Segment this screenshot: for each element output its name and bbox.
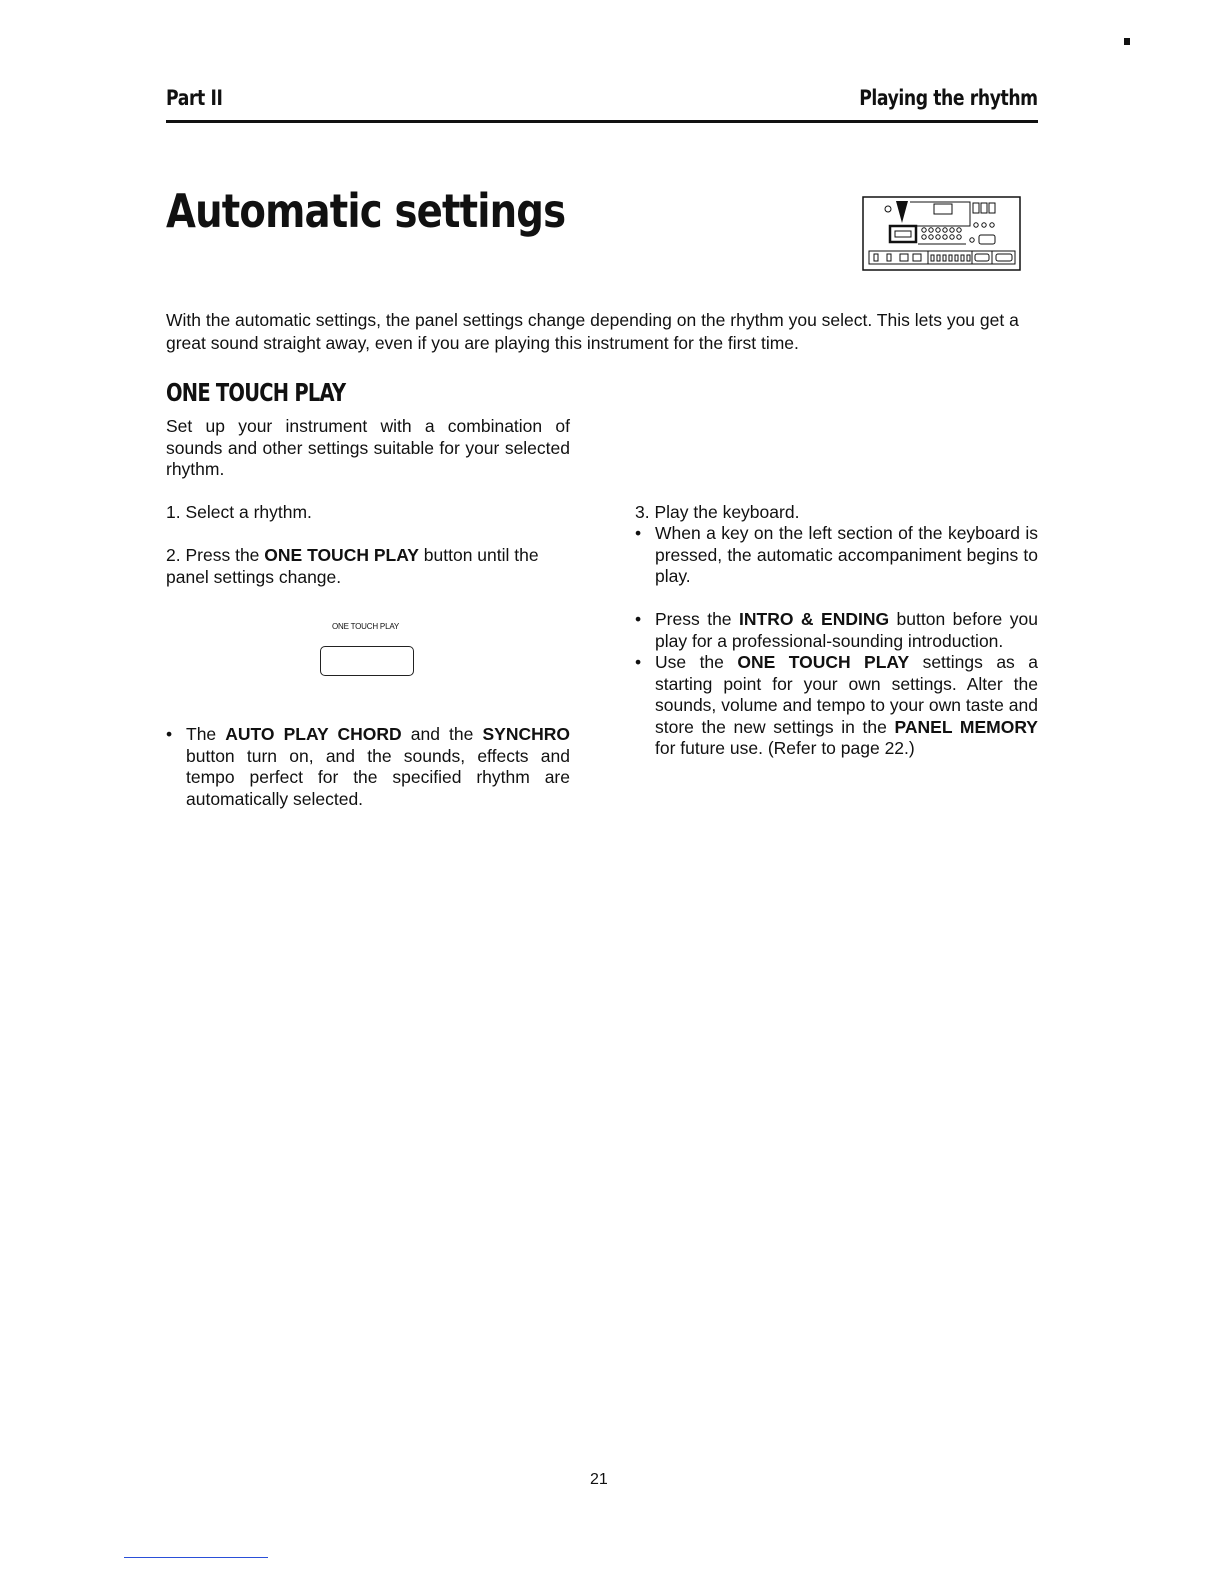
header-section-title: Playing the rhythm: [859, 86, 1038, 110]
step-text: Press the ONE TOUCH PLAY button until the panel settings change.: [166, 545, 539, 587]
page-title: Automatic settings: [166, 184, 566, 238]
one-touch-play-label: ONE TOUCH PLAY: [332, 622, 399, 631]
step-number: 2.: [166, 545, 181, 565]
header-part: Part II: [166, 86, 223, 110]
step-text: Play the keyboard.: [654, 502, 800, 522]
bullet-one-touch-play-settings: • Use the ONE TOUCH PLAY settings as a starting point for your own settings. Alter the sounds, volume and tempo to your own taste and store the new settings in the PANEL MEMORY for future use. (Refer to page 22.): [635, 652, 1038, 760]
header-rule: [166, 120, 1038, 123]
step-text: Select a rhythm.: [185, 502, 312, 522]
step-number: 1.: [166, 502, 181, 522]
bullet-list-right: [635, 609, 1038, 760]
step-1: [166, 502, 570, 524]
bottom-line: [124, 1557, 268, 1558]
scan-mark: [1124, 38, 1130, 45]
bullet-keyboard: • When a key on the left section of the keyboard is pressed, the automatic accompaniment begins to play.: [635, 523, 1038, 588]
intro-paragraph: With the automatic settings, the panel settings change depending on the rhythm you select. This lets you get a great sound straight away, even if you are playing this instrument for the first time.: [166, 310, 1019, 353]
step-3: [635, 502, 1038, 524]
bullet-intro-ending: • Press the INTRO & ENDING button before you play for a professional-sounding introduction.: [635, 609, 1038, 652]
bullet-auto-play-chord: • The AUTO PLAY CHORD and the SYNCHRO button turn on, and the sounds, effects and tempo perfect for the specified rhythm are automatically selected.: [166, 724, 570, 810]
step-number: 3.: [635, 502, 650, 522]
panel-diagram-icon: [862, 196, 1022, 272]
one-touch-play-button-illustration: [320, 646, 414, 676]
section-description: Set up your instrument with a combination of sounds and other settings suitable for your selected rhythm.: [166, 416, 570, 479]
page-number: 21: [590, 1471, 608, 1488]
step-2: [166, 545, 570, 588]
section-heading: ONE TOUCH PLAY: [166, 378, 346, 407]
